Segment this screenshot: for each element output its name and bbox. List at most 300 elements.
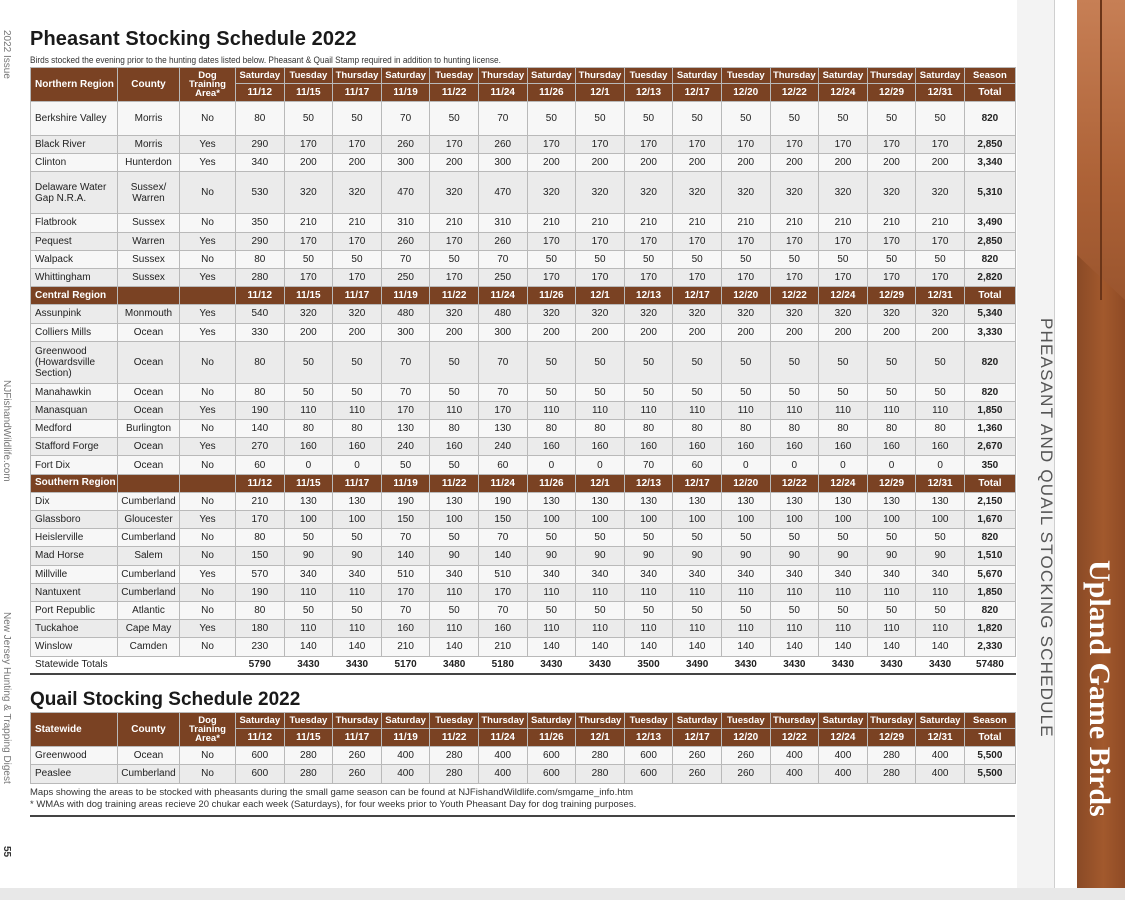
stocking-count: 190: [381, 492, 430, 510]
stocking-count: 210: [333, 214, 382, 232]
date-header: 12/13: [624, 729, 673, 747]
stocking-count: 0: [770, 456, 819, 474]
season-total: 3,340: [964, 154, 1015, 172]
county-cell: Ocean: [118, 341, 180, 383]
stocking-count: 200: [576, 154, 625, 172]
pheasant-subtitle: Birds stocked the evening prior to the hunting dates listed below. Pheasant & Quail Stamp required in addition to hunting license.: [30, 55, 501, 65]
stocking-count: 200: [673, 154, 722, 172]
stocking-count: 190: [236, 583, 285, 601]
day-header: Saturday: [819, 68, 868, 84]
day-header: Saturday: [819, 713, 868, 729]
county-cell: Cape May: [118, 620, 180, 638]
stocking-count: 50: [333, 250, 382, 268]
stocking-count: 170: [381, 401, 430, 419]
stocking-count: 50: [333, 601, 382, 619]
section-title: Upland Game Birds: [1083, 560, 1116, 817]
county-cell: Sussex: [118, 214, 180, 232]
stocking-count: 110: [527, 583, 576, 601]
stocking-count: 260: [333, 765, 382, 783]
season-total: 2,670: [964, 438, 1015, 456]
dog-training-cell: Yes: [180, 565, 236, 583]
region-subheader: [31, 287, 1016, 305]
stocking-count: 50: [576, 250, 625, 268]
stocking-count: 200: [333, 154, 382, 172]
stocking-count: 50: [673, 601, 722, 619]
dog-training-cell: No: [180, 214, 236, 232]
dog-training-header: Dog Training Area*: [180, 713, 236, 747]
stocking-count: 260: [478, 136, 527, 154]
stocking-count: 400: [478, 765, 527, 783]
table-row: [31, 747, 1016, 765]
stocking-count: 80: [624, 420, 673, 438]
date-header: 11/26: [527, 729, 576, 747]
stocking-count: 340: [867, 565, 916, 583]
day-header: Tuesday: [430, 713, 479, 729]
stocking-count: 0: [721, 456, 770, 474]
stocking-count: 60: [478, 456, 527, 474]
table-row: [31, 529, 1016, 547]
stocking-count: 50: [867, 383, 916, 401]
stocking-count: 0: [284, 456, 333, 474]
stocking-count: 170: [333, 268, 382, 286]
site-name: Flatbrook: [31, 214, 118, 232]
site-name: Fort Dix: [31, 456, 118, 474]
stocking-count: 170: [624, 232, 673, 250]
stocking-count: 50: [527, 341, 576, 383]
stocking-count: 70: [624, 456, 673, 474]
stocking-count: 200: [333, 323, 382, 341]
site-name: Greenwood: [31, 747, 118, 765]
stocking-count: 320: [867, 172, 916, 214]
stocking-count: 400: [381, 765, 430, 783]
table-row: [31, 438, 1016, 456]
stocking-count: 210: [381, 638, 430, 656]
stocking-count: 160: [673, 438, 722, 456]
stocking-count: 340: [770, 565, 819, 583]
stocking-count: 260: [721, 765, 770, 783]
stocking-count: 70: [478, 383, 527, 401]
season-total: 5,340: [964, 305, 1015, 323]
stocking-count: 50: [284, 529, 333, 547]
site-name: Peaslee: [31, 765, 118, 783]
quail-schedule-table: [30, 712, 1016, 783]
stocking-count: 110: [430, 401, 479, 419]
stocking-count: 320: [916, 172, 965, 214]
stocking-count: 110: [576, 583, 625, 601]
stocking-count: 50: [333, 102, 382, 136]
stocking-count: 170: [819, 232, 868, 250]
stocking-count: 80: [236, 341, 285, 383]
date-header: 11/15: [284, 84, 333, 102]
day-header: Tuesday: [721, 68, 770, 84]
date-header: 11/15: [284, 287, 333, 305]
stocking-count: 50: [527, 529, 576, 547]
stocking-count: 80: [236, 529, 285, 547]
date-header: 11/17: [333, 474, 382, 492]
table-row: [31, 214, 1016, 232]
stocking-count: 160: [284, 438, 333, 456]
stocking-count: 340: [333, 565, 382, 583]
season-header: Season: [964, 68, 1015, 84]
stocking-count: 320: [867, 305, 916, 323]
stocking-count: 50: [721, 601, 770, 619]
stocking-count: 90: [284, 547, 333, 565]
date-header: 12/24: [819, 474, 868, 492]
stocking-count: 110: [576, 401, 625, 419]
stocking-count: 70: [381, 601, 430, 619]
table-row: [31, 250, 1016, 268]
site-name: Stafford Forge: [31, 438, 118, 456]
date-header: 11/17: [333, 287, 382, 305]
stocking-count: 110: [284, 620, 333, 638]
blank-header: [180, 287, 236, 305]
stocking-count: 140: [236, 420, 285, 438]
date-header: 11/19: [381, 84, 430, 102]
stocking-count: 170: [284, 136, 333, 154]
digest-label: New Jersey Hunting & Trapping Digest: [1, 612, 12, 784]
season-total: 2,820: [964, 268, 1015, 286]
stocking-count: 160: [721, 438, 770, 456]
stocking-count: 170: [284, 232, 333, 250]
date-header: 11/19: [381, 474, 430, 492]
table-row: [31, 323, 1016, 341]
stocking-count: 600: [236, 747, 285, 765]
stocking-count: 170: [673, 232, 722, 250]
dog-training-cell: No: [180, 250, 236, 268]
stocking-count: 150: [236, 547, 285, 565]
date-header: 12/29: [867, 287, 916, 305]
date-header: 12/1: [576, 287, 625, 305]
stocking-count: 200: [624, 323, 673, 341]
date-header: 12/24: [819, 84, 868, 102]
day-header: Thursday: [333, 713, 382, 729]
date-header: 12/20: [721, 287, 770, 305]
dog-training-cell: Yes: [180, 136, 236, 154]
season-total: 3,330: [964, 323, 1015, 341]
date-header: 12/24: [819, 729, 868, 747]
stocking-count: 260: [381, 232, 430, 250]
stocking-count: 160: [770, 438, 819, 456]
statewide-total-value: 3430: [527, 656, 576, 674]
date-header: 11/22: [430, 474, 479, 492]
stocking-count: 100: [916, 511, 965, 529]
season-total: 820: [964, 341, 1015, 383]
stocking-count: 50: [624, 341, 673, 383]
region-header: Statewide: [31, 713, 118, 747]
county-cell: Gloucester: [118, 511, 180, 529]
stocking-count: 320: [333, 172, 382, 214]
stocking-count: 310: [478, 214, 527, 232]
stocking-count: 170: [430, 136, 479, 154]
date-header: 11/26: [527, 287, 576, 305]
stocking-count: 280: [576, 765, 625, 783]
table-row: [31, 456, 1016, 474]
site-name: Black River: [31, 136, 118, 154]
stocking-count: 80: [916, 420, 965, 438]
stocking-count: 320: [819, 305, 868, 323]
season-total: 1,670: [964, 511, 1015, 529]
county-cell: Cumberland: [118, 492, 180, 510]
season-total: 5,500: [964, 747, 1015, 765]
stocking-count: 260: [478, 232, 527, 250]
stocking-count: 90: [527, 547, 576, 565]
statewide-total-value: 5170: [381, 656, 430, 674]
stocking-count: 310: [381, 214, 430, 232]
stocking-count: 160: [916, 438, 965, 456]
statewide-total-value: 5790: [236, 656, 285, 674]
stocking-count: 50: [721, 102, 770, 136]
stocking-count: 230: [236, 638, 285, 656]
stocking-count: 340: [576, 565, 625, 583]
county-header: County: [118, 713, 180, 747]
total-header: Total: [964, 84, 1015, 102]
table-row: [31, 383, 1016, 401]
stocking-count: 140: [721, 638, 770, 656]
dog-training-cell: No: [180, 583, 236, 601]
stocking-count: 170: [284, 268, 333, 286]
stocking-count: 200: [576, 323, 625, 341]
stocking-count: 200: [770, 154, 819, 172]
stocking-count: 170: [721, 232, 770, 250]
stocking-count: 320: [770, 172, 819, 214]
stocking-count: 320: [527, 305, 576, 323]
stocking-count: 160: [576, 438, 625, 456]
issue-label: 2022 Issue: [1, 30, 12, 79]
statewide-total-value: 3430: [284, 656, 333, 674]
table-row: [31, 268, 1016, 286]
stocking-count: 170: [916, 268, 965, 286]
stocking-count: 140: [576, 638, 625, 656]
stocking-count: 160: [527, 438, 576, 456]
stocking-count: 50: [576, 601, 625, 619]
stocking-count: 170: [673, 268, 722, 286]
stocking-count: 110: [284, 401, 333, 419]
date-header: 11/24: [478, 84, 527, 102]
stocking-count: 260: [673, 747, 722, 765]
stocking-count: 170: [236, 511, 285, 529]
stocking-count: 170: [867, 232, 916, 250]
stocking-count: 100: [624, 511, 673, 529]
stocking-count: 260: [333, 747, 382, 765]
statewide-totals-row: [31, 656, 1016, 674]
stocking-count: 130: [770, 492, 819, 510]
stocking-count: 110: [770, 620, 819, 638]
stocking-count: 140: [381, 547, 430, 565]
stocking-count: 110: [673, 583, 722, 601]
season-total: 1,850: [964, 401, 1015, 419]
date-header: 11/19: [381, 729, 430, 747]
stocking-count: 170: [527, 232, 576, 250]
stocking-count: 280: [867, 747, 916, 765]
season-total: 820: [964, 529, 1015, 547]
stocking-count: 350: [236, 214, 285, 232]
stocking-count: 70: [381, 250, 430, 268]
table-row: [31, 401, 1016, 419]
stocking-count: 200: [430, 323, 479, 341]
dog-training-header: Dog Training Area*: [180, 68, 236, 102]
total-header: Total: [964, 729, 1015, 747]
stocking-count: 140: [333, 638, 382, 656]
stocking-count: 50: [721, 529, 770, 547]
stocking-count: 200: [284, 323, 333, 341]
day-header: Saturday: [527, 68, 576, 84]
county-cell: Monmouth: [118, 305, 180, 323]
stocking-count: 50: [770, 250, 819, 268]
stocking-count: 100: [867, 511, 916, 529]
stocking-count: 50: [673, 250, 722, 268]
date-header: 11/24: [478, 729, 527, 747]
stocking-count: 0: [527, 456, 576, 474]
stocking-count: 540: [236, 305, 285, 323]
stocking-count: 320: [576, 172, 625, 214]
county-cell: Ocean: [118, 401, 180, 419]
stocking-count: 50: [673, 102, 722, 136]
stocking-count: 320: [576, 305, 625, 323]
stocking-count: 190: [236, 401, 285, 419]
stocking-count: 50: [284, 102, 333, 136]
stocking-count: 50: [819, 341, 868, 383]
stocking-count: 70: [478, 341, 527, 383]
stocking-count: 160: [381, 620, 430, 638]
stocking-count: 0: [576, 456, 625, 474]
site-name: Glassboro: [31, 511, 118, 529]
day-header: Tuesday: [721, 713, 770, 729]
county-cell: Morris: [118, 102, 180, 136]
site-name: Millville: [31, 565, 118, 583]
stocking-count: 210: [527, 214, 576, 232]
stocking-count: 100: [576, 511, 625, 529]
date-header: 12/31: [916, 287, 965, 305]
season-total: 2,330: [964, 638, 1015, 656]
stocking-count: 320: [527, 172, 576, 214]
stocking-count: 50: [916, 341, 965, 383]
stocking-count: 290: [236, 136, 285, 154]
day-header: Thursday: [478, 713, 527, 729]
stocking-count: 140: [770, 638, 819, 656]
stocking-count: 400: [770, 747, 819, 765]
date-header: 12/31: [916, 84, 965, 102]
date-header: 12/29: [867, 729, 916, 747]
total-header: Total: [964, 287, 1015, 305]
stocking-count: 400: [819, 765, 868, 783]
stocking-count: 240: [381, 438, 430, 456]
dog-training-cell: No: [180, 547, 236, 565]
stocking-count: 210: [430, 214, 479, 232]
stocking-count: 170: [624, 136, 673, 154]
stocking-count: 210: [284, 214, 333, 232]
stocking-count: 90: [333, 547, 382, 565]
stocking-count: 50: [673, 529, 722, 547]
stocking-count: 70: [381, 383, 430, 401]
total-header: Total: [964, 474, 1015, 492]
stocking-count: 470: [478, 172, 527, 214]
statewide-total-value: 3430: [576, 656, 625, 674]
stocking-count: 50: [721, 341, 770, 383]
stocking-count: 50: [867, 341, 916, 383]
stocking-count: 110: [673, 401, 722, 419]
season-total: 1,510: [964, 547, 1015, 565]
season-total: 2,150: [964, 492, 1015, 510]
stocking-count: 110: [819, 401, 868, 419]
stocking-count: 80: [819, 420, 868, 438]
site-name: Manasquan: [31, 401, 118, 419]
site-name: Tuckahoe: [31, 620, 118, 638]
page-number: 55: [1, 846, 12, 858]
season-total: 1,820: [964, 620, 1015, 638]
stocking-count: 130: [819, 492, 868, 510]
county-cell: Morris: [118, 136, 180, 154]
stocking-count: 90: [721, 547, 770, 565]
county-cell: Sussex/ Warren: [118, 172, 180, 214]
stocking-count: 170: [770, 136, 819, 154]
stocking-count: 340: [673, 565, 722, 583]
season-header: Season: [964, 713, 1015, 729]
stocking-count: 110: [527, 620, 576, 638]
stocking-count: 130: [381, 420, 430, 438]
stocking-count: 280: [284, 747, 333, 765]
county-cell: Sussex: [118, 250, 180, 268]
stocking-count: 250: [478, 268, 527, 286]
date-header: 11/22: [430, 287, 479, 305]
stocking-count: 340: [284, 565, 333, 583]
stocking-count: 110: [867, 620, 916, 638]
stocking-count: 50: [576, 102, 625, 136]
dog-training-cell: Yes: [180, 401, 236, 419]
stocking-count: 130: [430, 492, 479, 510]
stocking-count: 170: [576, 268, 625, 286]
dog-training-cell: Yes: [180, 305, 236, 323]
stocking-count: 100: [333, 511, 382, 529]
county-cell: Cumberland: [118, 565, 180, 583]
stocking-count: 50: [333, 529, 382, 547]
stocking-count: 340: [430, 565, 479, 583]
stocking-count: 400: [770, 765, 819, 783]
stocking-count: 100: [284, 511, 333, 529]
stocking-count: 170: [527, 136, 576, 154]
stocking-count: 170: [430, 268, 479, 286]
stocking-count: 200: [770, 323, 819, 341]
stocking-count: 320: [916, 305, 965, 323]
date-header: 12/20: [721, 474, 770, 492]
stocking-count: 200: [867, 154, 916, 172]
stocking-count: 480: [478, 305, 527, 323]
table-row: [31, 172, 1016, 214]
stocking-count: 330: [236, 323, 285, 341]
stocking-count: 170: [576, 136, 625, 154]
table-row: [31, 511, 1016, 529]
stocking-count: 140: [916, 638, 965, 656]
stocking-count: 50: [284, 341, 333, 383]
stocking-count: 70: [478, 250, 527, 268]
stocking-count: 110: [333, 620, 382, 638]
site-name: Heislerville: [31, 529, 118, 547]
stocking-count: 110: [916, 583, 965, 601]
stocking-count: 50: [527, 102, 576, 136]
stocking-count: 80: [236, 102, 285, 136]
day-header: Tuesday: [624, 68, 673, 84]
day-header: Saturday: [381, 68, 430, 84]
day-header: Thursday: [770, 68, 819, 84]
day-header: Thursday: [333, 68, 382, 84]
dog-training-cell: No: [180, 102, 236, 136]
stocking-count: 80: [867, 420, 916, 438]
stocking-count: 100: [673, 511, 722, 529]
stocking-count: 60: [236, 456, 285, 474]
date-header: 11/19: [381, 287, 430, 305]
stocking-count: 150: [381, 511, 430, 529]
dog-training-cell: No: [180, 492, 236, 510]
date-header: 11/17: [333, 729, 382, 747]
